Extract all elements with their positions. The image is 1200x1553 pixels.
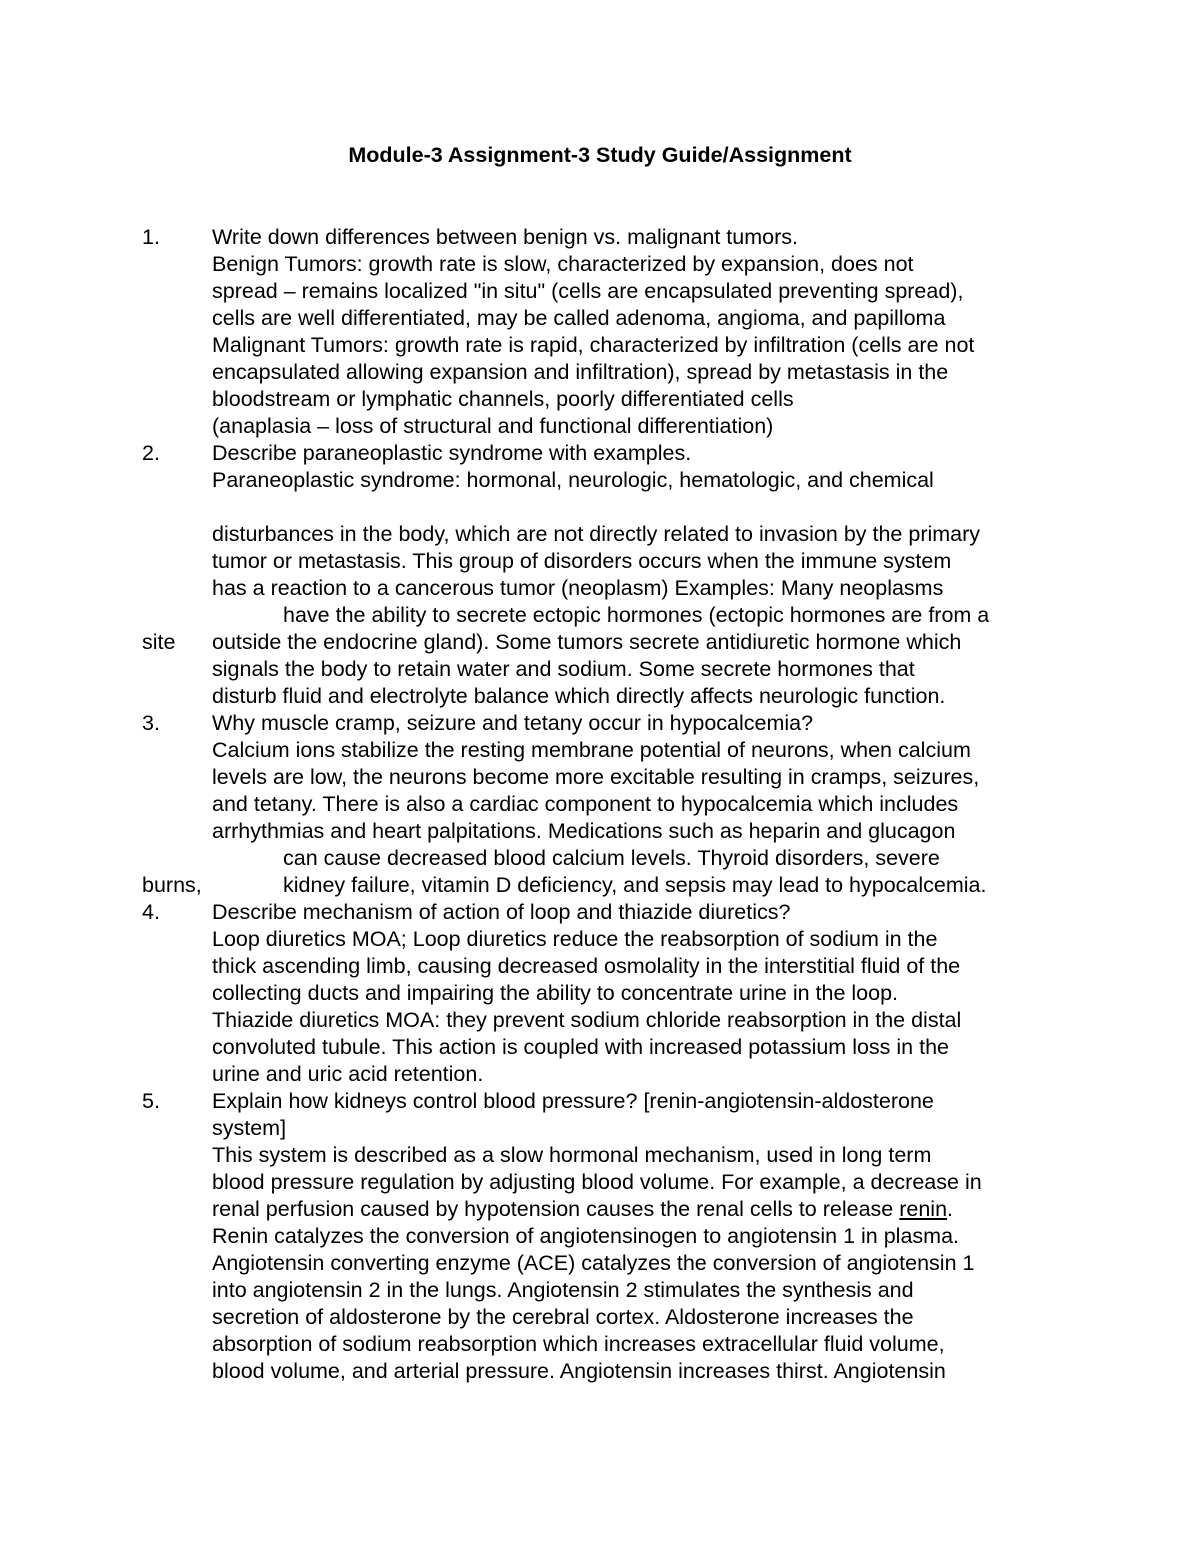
question-3-number: 3. [142,711,160,735]
question-2-prompt: Describe paraneoplastic syndrome with examples. [212,441,692,465]
answer-2-line: tumor or metastasis. This group of disorders occurs when the immune system [212,549,952,573]
question-3-prompt: Why muscle cramp, seizure and tetany occur in hypocalcemia? [212,711,814,735]
answer-1-line: bloodstream or lymphatic channels, poorly differentiated cells [212,387,794,411]
answer-5-line: into angiotensin 2 in the lungs. Angiotensin 2 stimulates the synthesis and [212,1278,914,1302]
answer-3-line: kidney failure, vitamin D deficiency, and sepsis may lead to hypocalcemia. [283,873,987,897]
answer-5-line: blood pressure regulation by adjusting blood volume. For example, a decrease in [212,1170,982,1194]
answer-5-line: Angiotensin converting enzyme (ACE) catalyzes the conversion of angiotensin 1 [212,1251,975,1275]
answer-2-line: disturb fluid and electrolyte balance which directly affects neurologic function. [212,684,946,708]
answer-3-line: burns, [142,873,202,897]
question-4-prompt: Describe mechanism of action of loop and thiazide diuretics? [212,900,791,924]
answer-3-line: Calcium ions stabilize the resting membrane potential of neurons, when calcium [212,738,971,762]
answer-1-line: spread – remains localized "in situ" (cells are encapsulated preventing spread), [212,279,964,303]
answer-4-line: urine and uric acid retention. [212,1062,484,1086]
answer-5-line: blood volume, and arterial pressure. Angiotensin increases thirst. Angiotensin [212,1359,946,1383]
answer-5-period: . [947,1197,954,1221]
answer-1-line: encapsulated allowing expansion and infiltration), spread by metastasis in the [212,360,949,384]
answer-2-line: has a reaction to a cancerous tumor (neoplasm) Examples: Many neoplasms [212,576,944,600]
answer-4-line: collecting ducts and impairing the ability to concentrate urine in the loop. [212,981,899,1005]
answer-3-line: arrhythmias and heart palpitations. Medications such as heparin and glucagon [212,819,956,843]
answer-5-line: Renin catalyzes the conversion of angiotensinogen to angiotensin 1 in plasma. [212,1224,960,1248]
answer-5-line [212,1196,953,1223]
answer-4-line: convoluted tubule. This action is coupled with increased potassium loss in the [212,1035,949,1059]
page-title: Module-3 Assignment-3 Study Guide/Assignment [348,143,852,167]
answer-2-line: site [142,630,176,654]
answer-3-line: can cause decreased blood calcium levels. Thyroid disorders, severe [283,846,940,870]
answer-5-line: absorption of sodium reabsorption which increases extracellular fluid volume, [212,1332,945,1356]
question-5-number: 5. [142,1089,160,1113]
answer-1-line: Benign Tumors: growth rate is slow, characterized by expansion, does not [212,252,914,276]
answer-1-line: (anaplasia – loss of structural and functional differentiation) [212,414,774,438]
answer-1-line: Malignant Tumors: growth rate is rapid, characterized by infiltration (cells are not [212,333,975,357]
answer-3-line: and tetany. There is also a cardiac component to hypocalcemia which includes [212,792,959,816]
answer-4-line: thick ascending limb, causing decreased osmolality in the interstitial fluid of the [212,954,961,978]
answer-4-line: Thiazide diuretics MOA: they prevent sodium chloride reabsorption in the distal [212,1008,962,1032]
answer-2-line: signals the body to retain water and sodium. Some secrete hormones that [212,657,915,681]
answer-2-line: disturbances in the body, which are not directly related to invasion by the primary [212,522,981,546]
question-1-prompt: Write down differences between benign vs. malignant tumors. [212,225,798,249]
answer-1-line: cells are well differentiated, may be called adenoma, angioma, and papilloma [212,306,946,330]
answer-2-line: have the ability to secrete ectopic hormones (ectopic hormones are from a [283,603,990,627]
answer-4-line: Loop diuretics MOA; Loop diuretics reduce the reabsorption of sodium in the [212,927,938,951]
answer-5-line: secretion of aldosterone by the cerebral cortex. Aldosterone increases the [212,1305,914,1329]
answer-5-line: This system is described as a slow hormonal mechanism, used in long term [212,1143,932,1167]
question-5-prompt-cont: system] [212,1116,287,1140]
question-5-prompt: Explain how kidneys control blood pressure? [renin-angiotensin-aldosterone [212,1089,934,1113]
answer-3-line: levels are low, the neurons become more excitable resulting in cramps, seizures, [212,765,980,789]
answer-2-line: outside the endocrine gland). Some tumors secrete antidiuretic hormone which [212,630,962,654]
answer-5-text: renal perfusion caused by hypotension causes the renal cells to release [212,1197,900,1221]
renin-underlined-term: renin [899,1197,948,1221]
question-4-number: 4. [142,900,160,924]
answer-2-line: Paraneoplastic syndrome: hormonal, neurologic, hematologic, and chemical [212,468,934,492]
question-2-number: 2. [142,441,160,465]
question-1-number: 1. [142,225,160,249]
